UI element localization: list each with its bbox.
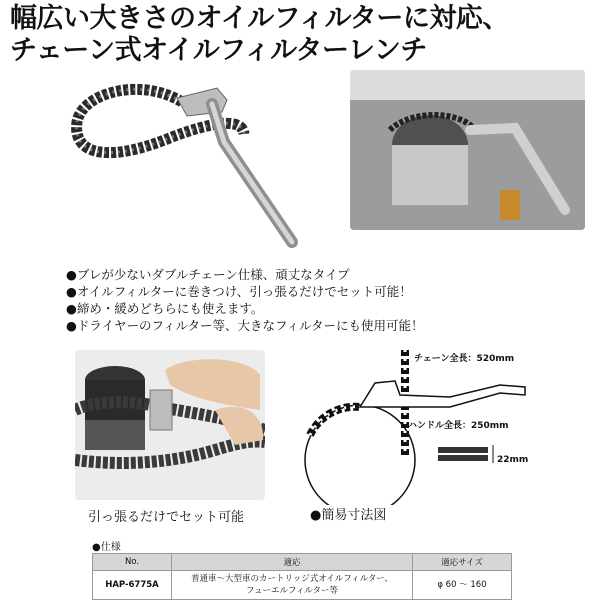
spec-cell-no: HAP-6775A (93, 571, 172, 600)
feature-item: ●締め・緩めどちらにも使えます。 (66, 301, 264, 316)
spec-header-no: No. (93, 554, 172, 571)
engine-photo (350, 70, 585, 230)
feature-item: ●オイルフィルターに巻きつけ、引っ張るだけでセット可能！ (66, 284, 412, 299)
spec-header-use: 適応 (172, 554, 413, 571)
feature-item: ●ブレが少ないダブルチェーン仕様、頑丈なタイプ (66, 267, 350, 282)
spec-cell-use-line2: フューエルフィルター等 (245, 586, 339, 596)
usage-photo (75, 350, 265, 500)
chain-width-label: 22mm (497, 455, 529, 465)
spec-row (93, 571, 512, 600)
spec-cell-use (172, 571, 413, 600)
headline-line-1: 幅広い大きさのオイルフィルターに対応、 (10, 3, 509, 34)
handle-length-label: ハンドル全長：250mm (408, 421, 509, 431)
feature-list (66, 266, 424, 334)
spec-header-row (93, 554, 512, 571)
feature-item: ●ドライヤーのフィルター等、大きなフィルターにも使用可能！ (66, 318, 424, 333)
headline-line-2: チェーン式オイルフィルターレンチ (10, 35, 427, 66)
usage-caption: 引っ張るだけでセット可能 (88, 510, 245, 525)
spec-title: ●仕様 (92, 542, 121, 553)
spec-cell-use-line1: 普通車～大型車のカートリッジ式オイルフィルター、 (191, 574, 393, 584)
spec-cell-size: φ 60 ～ 160 (413, 571, 512, 600)
chain-length-label: チェーン全長：520mm (414, 354, 515, 364)
spec-table (92, 553, 512, 600)
diagram-title: ●簡易寸法図 (310, 508, 387, 523)
spec-header-size: 適応サイズ (413, 554, 512, 571)
product-photo (62, 82, 322, 258)
